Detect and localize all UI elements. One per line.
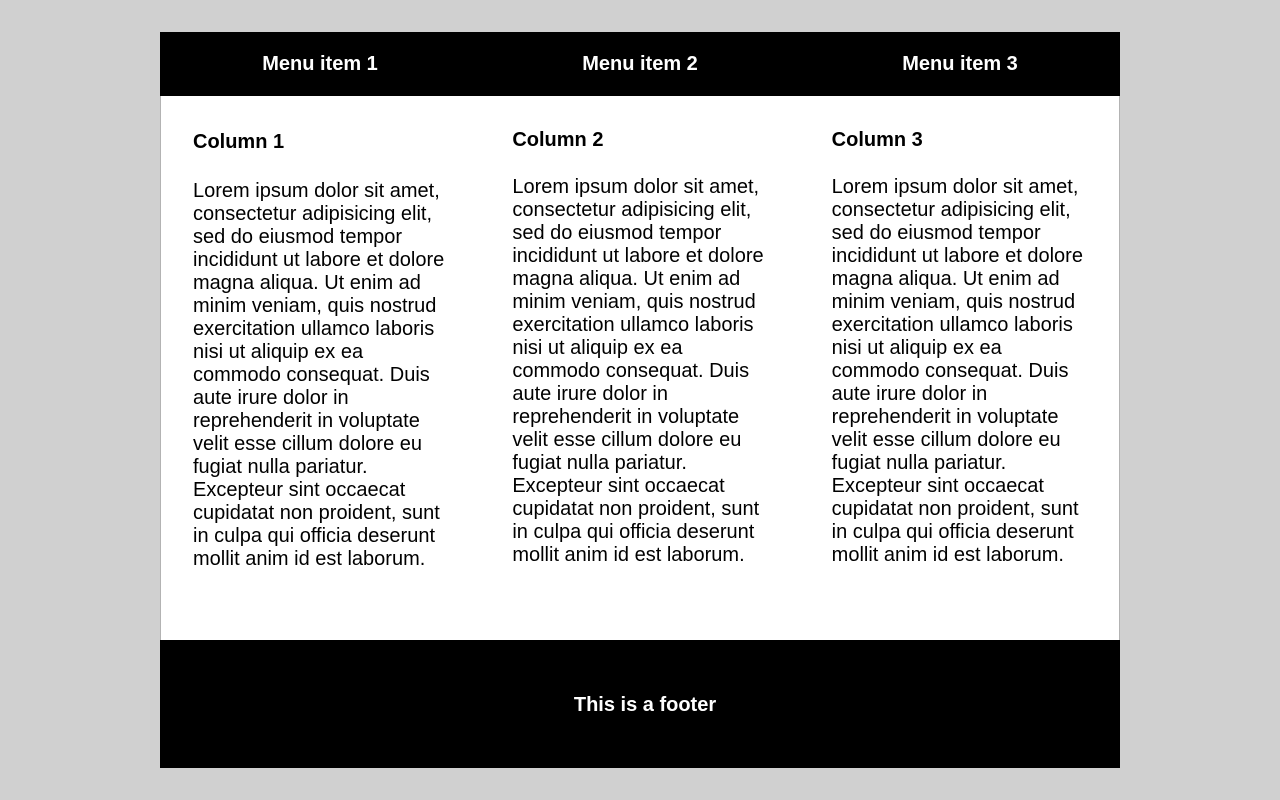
footer xyxy=(160,640,1120,768)
column-1-heading: Column 1 xyxy=(193,131,285,153)
top-navigation xyxy=(160,32,1120,96)
nav-item-3[interactable]: Menu item 3 xyxy=(902,52,1018,75)
nav-item-1[interactable]: Menu item 1 xyxy=(262,52,378,75)
nav-item-2[interactable]: Menu item 2 xyxy=(582,52,698,75)
content-area xyxy=(160,96,1120,640)
column-2 xyxy=(480,96,799,640)
column-3-text: Lorem ipsum dolor sit amet, consectetur adipisicing elit, sed do eiusmod tempor incididunt ut labore et dolore magna aliqua. Ut enim ad minim veniam, quis nostrud exercitation ullamco laboris nisi ut aliquip ex ea commodo consequat. Duis aute irure dolor in reprehenderit in voluptate velit esse cillum dolore eu fugiat nulla pariatur. Excepteur sint occaecat cupidatat non proident, sunt in culpa qui officia deserunt mollit anim id est laborum. xyxy=(831,176,1083,566)
column-2-heading: Column 2 xyxy=(512,129,604,151)
footer-text: This is a footer xyxy=(573,693,717,716)
column-2-text: Lorem ipsum dolor sit amet, consectetur adipisicing elit, sed do eiusmod tempor incididunt ut labore et dolore magna aliqua. Ut enim ad minim veniam, quis nostrud exercitation ullamco laboris nisi ut aliquip ex ea commodo consequat. Duis aute irure dolor in reprehenderit in voluptate velit esse cillum dolore eu fugiat nulla pariatur. Excepteur sint occaecat cupidatat non proident, sunt in culpa qui officia deserunt mollit anim id est laborum. xyxy=(512,176,764,566)
column-1 xyxy=(161,96,480,640)
column-3 xyxy=(800,96,1119,640)
column-3-heading: Column 3 xyxy=(831,129,923,151)
column-1-text: Lorem ipsum dolor sit amet, consectetur adipisicing elit, sed do eiusmod tempor incididunt ut labore et dolore magna aliqua. Ut enim ad minim veniam, quis nostrud exercitation ullamco laboris nisi ut aliquip ex ea commodo consequat. Duis aute irure dolor in reprehenderit in voluptate velit esse cillum dolore eu fugiat nulla pariatur. Excepteur sint occaecat cupidatat non proident, sunt in culpa qui officia deserunt mollit anim id est laborum. xyxy=(193,180,445,570)
page-container xyxy=(160,32,1120,768)
